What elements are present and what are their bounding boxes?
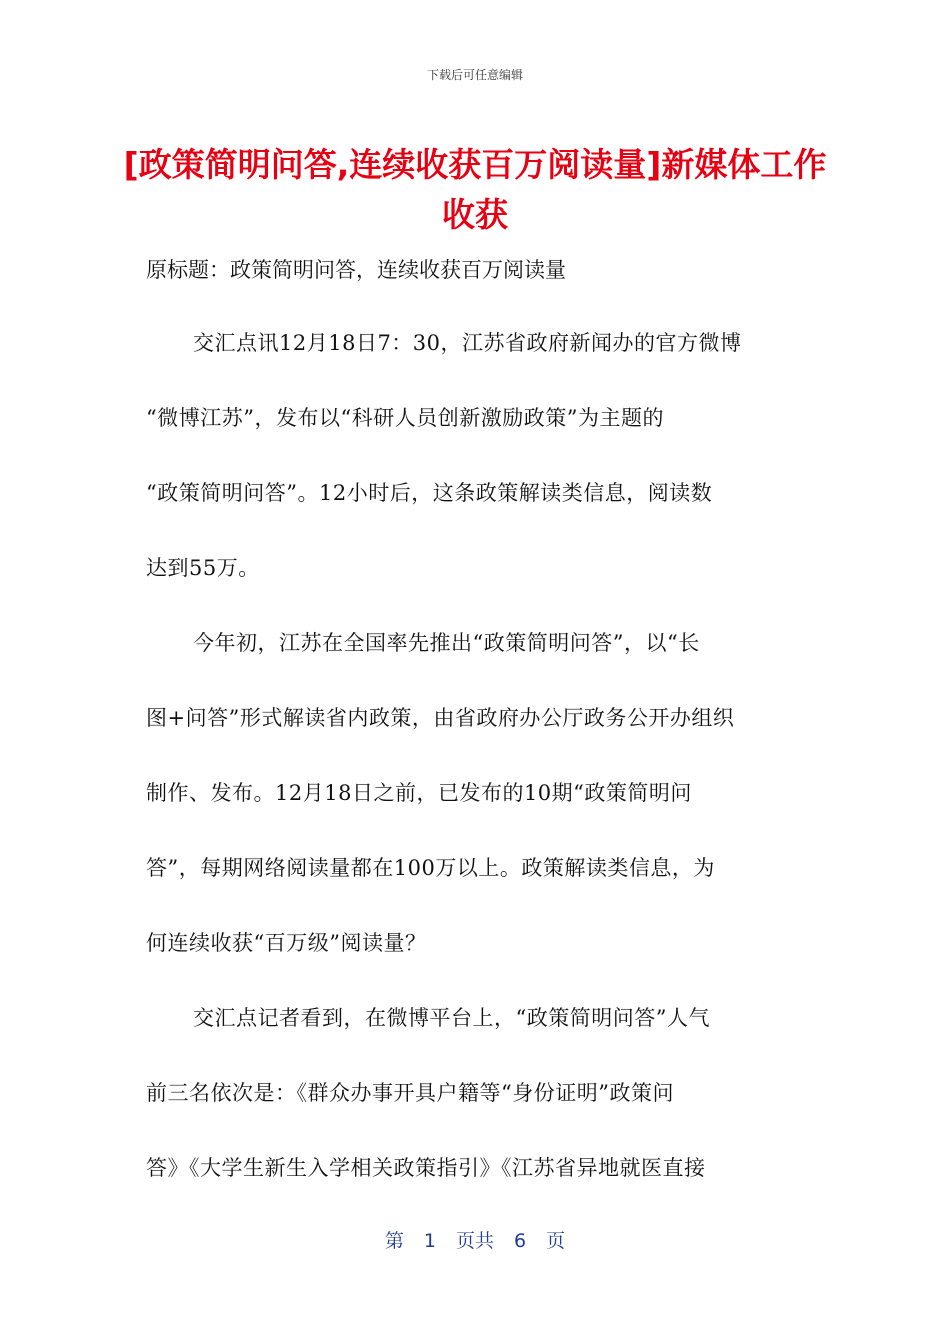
paragraph-line: 制作、发布。12月18日之前，已发布的10期“政策简明问 — [146, 781, 692, 805]
paragraph-line: 达到55万。 — [146, 556, 260, 580]
original-title-line: 原标题：政策简明问答，连续收获百万阅读量 — [146, 258, 566, 282]
paragraph-line: 答”，每期网络阅读量都在100万以上。政策解读类信息，为 — [146, 856, 715, 880]
paragraph-line: 交汇点讯12月18日7：30，江苏省政府新闻办的官方微博 — [193, 331, 742, 355]
header-note: 下载后可任意编辑 — [426, 68, 523, 82]
paragraph-line: 答》《大学生新生入学相关政策指引》《江苏省异地就医直接 — [146, 1156, 706, 1180]
paragraph-line: 前三名依次是：《群众办事开具户籍等“身份证明”政策问 — [146, 1081, 674, 1105]
paragraph-line: 何连续收获“百万级”阅读量？ — [146, 931, 427, 955]
paragraph-line: “政策简明问答”。12小时后，这条政策解读类信息，阅读数 — [146, 481, 713, 505]
paragraph-line: 今年初，江苏在全国率先推出“政策简明问答”，以“长 — [193, 631, 700, 655]
page-footer: 第 1 页共 6 页 — [384, 1230, 566, 1252]
paragraph-line: “微博江苏”，发布以“科研人员创新激励政策”为主题的 — [146, 406, 664, 430]
document-title: [政策简明问答,连续收获百万阅读量]新媒体工作收获 — [123, 145, 827, 234]
paragraph-line: 图+问答”形式解读省内政策，由省政府办公厅政务公开办组织 — [146, 706, 735, 730]
paragraph-line: 交汇点记者看到，在微博平台上，“政策简明问答”人气 — [193, 1006, 710, 1030]
